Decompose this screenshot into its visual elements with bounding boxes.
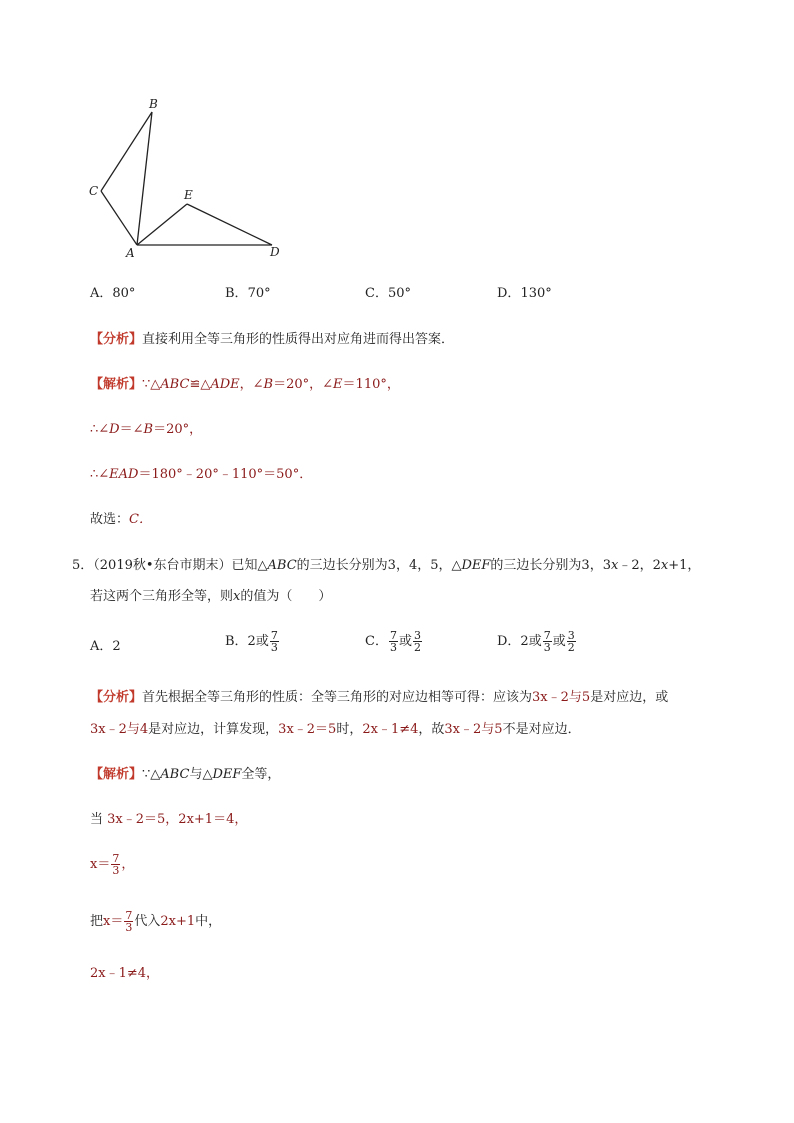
q5-solution-line4: 把x＝ $\frac{7}{3}$ 代入2x+1中，	[90, 909, 222, 934]
q5-option-d: D．2或 $\frac{7}{3}$ 或 $\frac{3}{2}$	[497, 629, 575, 654]
q4-solution-line1: 【解析】∵△ABC≌△ADE，∠B＝20°，∠E＝110°，	[90, 377, 400, 392]
q5-stem-line2: 若这两个三角形全等，则x的值为（ ）	[90, 589, 332, 604]
q4-option-c: C．50°	[365, 286, 411, 301]
q4-option-d: D．130°	[497, 286, 552, 301]
label-e: E	[184, 188, 193, 202]
q5-solution-line1: 【解析】∵△ABC与△DEF全等，	[90, 767, 281, 782]
q5-stem-line1: 5．（2019秋•东台市期末）已知△ABC的三边长分别为3，4，5，△DEF的三边长分别为3，3x﹣2，2x+1，	[72, 558, 701, 573]
triangle-figure	[80, 90, 300, 270]
fraction-3-2: $\frac{3}{2}$	[413, 629, 421, 654]
label-a: A	[126, 246, 135, 260]
segment-ed	[187, 204, 272, 245]
q4-answer: 故选：C．	[90, 512, 152, 527]
fraction-3-2: $\frac{3}{2}$	[567, 629, 575, 654]
q4-option-b: B．70°	[225, 286, 271, 301]
label-c: C	[89, 184, 99, 198]
q5-analysis-line1: 【分析】首先根据全等三角形的性质：全等三角形的对应边相等可得：应该为3x﹣2与5是对应边，或	[90, 690, 669, 705]
solution-tag: 【解析】	[90, 377, 143, 392]
q5-analysis-line2: 3x﹣2与4是对应边，计算发现，3x﹣2＝5时，2x﹣1≠4，故3x﹣2与5不是对应边．	[90, 722, 581, 737]
q5-solution-line5: 2x﹣1≠4，	[90, 966, 160, 981]
label-d: D	[270, 245, 280, 259]
q5-solution-line3: x＝ $\frac{7}{3}$ ，	[90, 852, 135, 877]
fraction-7-3: $\frac{7}{3}$	[389, 629, 397, 654]
q5-option-a: A．2	[90, 639, 121, 654]
fraction-7-3: $\frac{7}{3}$	[125, 909, 133, 934]
q4-solution-line3: ∴∠EAD＝180°﹣20°﹣110°＝50°．	[90, 467, 313, 482]
q5-option-b: B．2或 $\frac{7}{3}$	[225, 629, 278, 654]
segment-ca	[101, 191, 137, 245]
q4-analysis: 【分析】直接利用全等三角形的性质得出对应角进而得出答案．	[90, 332, 455, 347]
fraction-7-3: $\frac{7}{3}$	[112, 852, 120, 877]
fraction-7-3: $\frac{7}{3}$	[270, 629, 278, 654]
q4-option-a: A．80°	[90, 286, 136, 301]
solution-tag: 【解析】	[90, 767, 143, 782]
q5-solution-line2: 当 3x﹣2＝5，2x+1＝4，	[90, 812, 248, 827]
fraction-7-3: $\frac{7}{3}$	[543, 629, 551, 654]
analysis-tag: 【分析】	[90, 332, 143, 347]
analysis-tag: 【分析】	[90, 690, 143, 705]
segment-ae	[137, 204, 187, 245]
label-b: B	[149, 97, 158, 111]
q5-option-c: C． $\frac{7}{3}$ 或 $\frac{3}{2}$	[365, 629, 421, 654]
q4-solution-line2: ∴∠D＝∠B＝20°，	[90, 422, 203, 437]
